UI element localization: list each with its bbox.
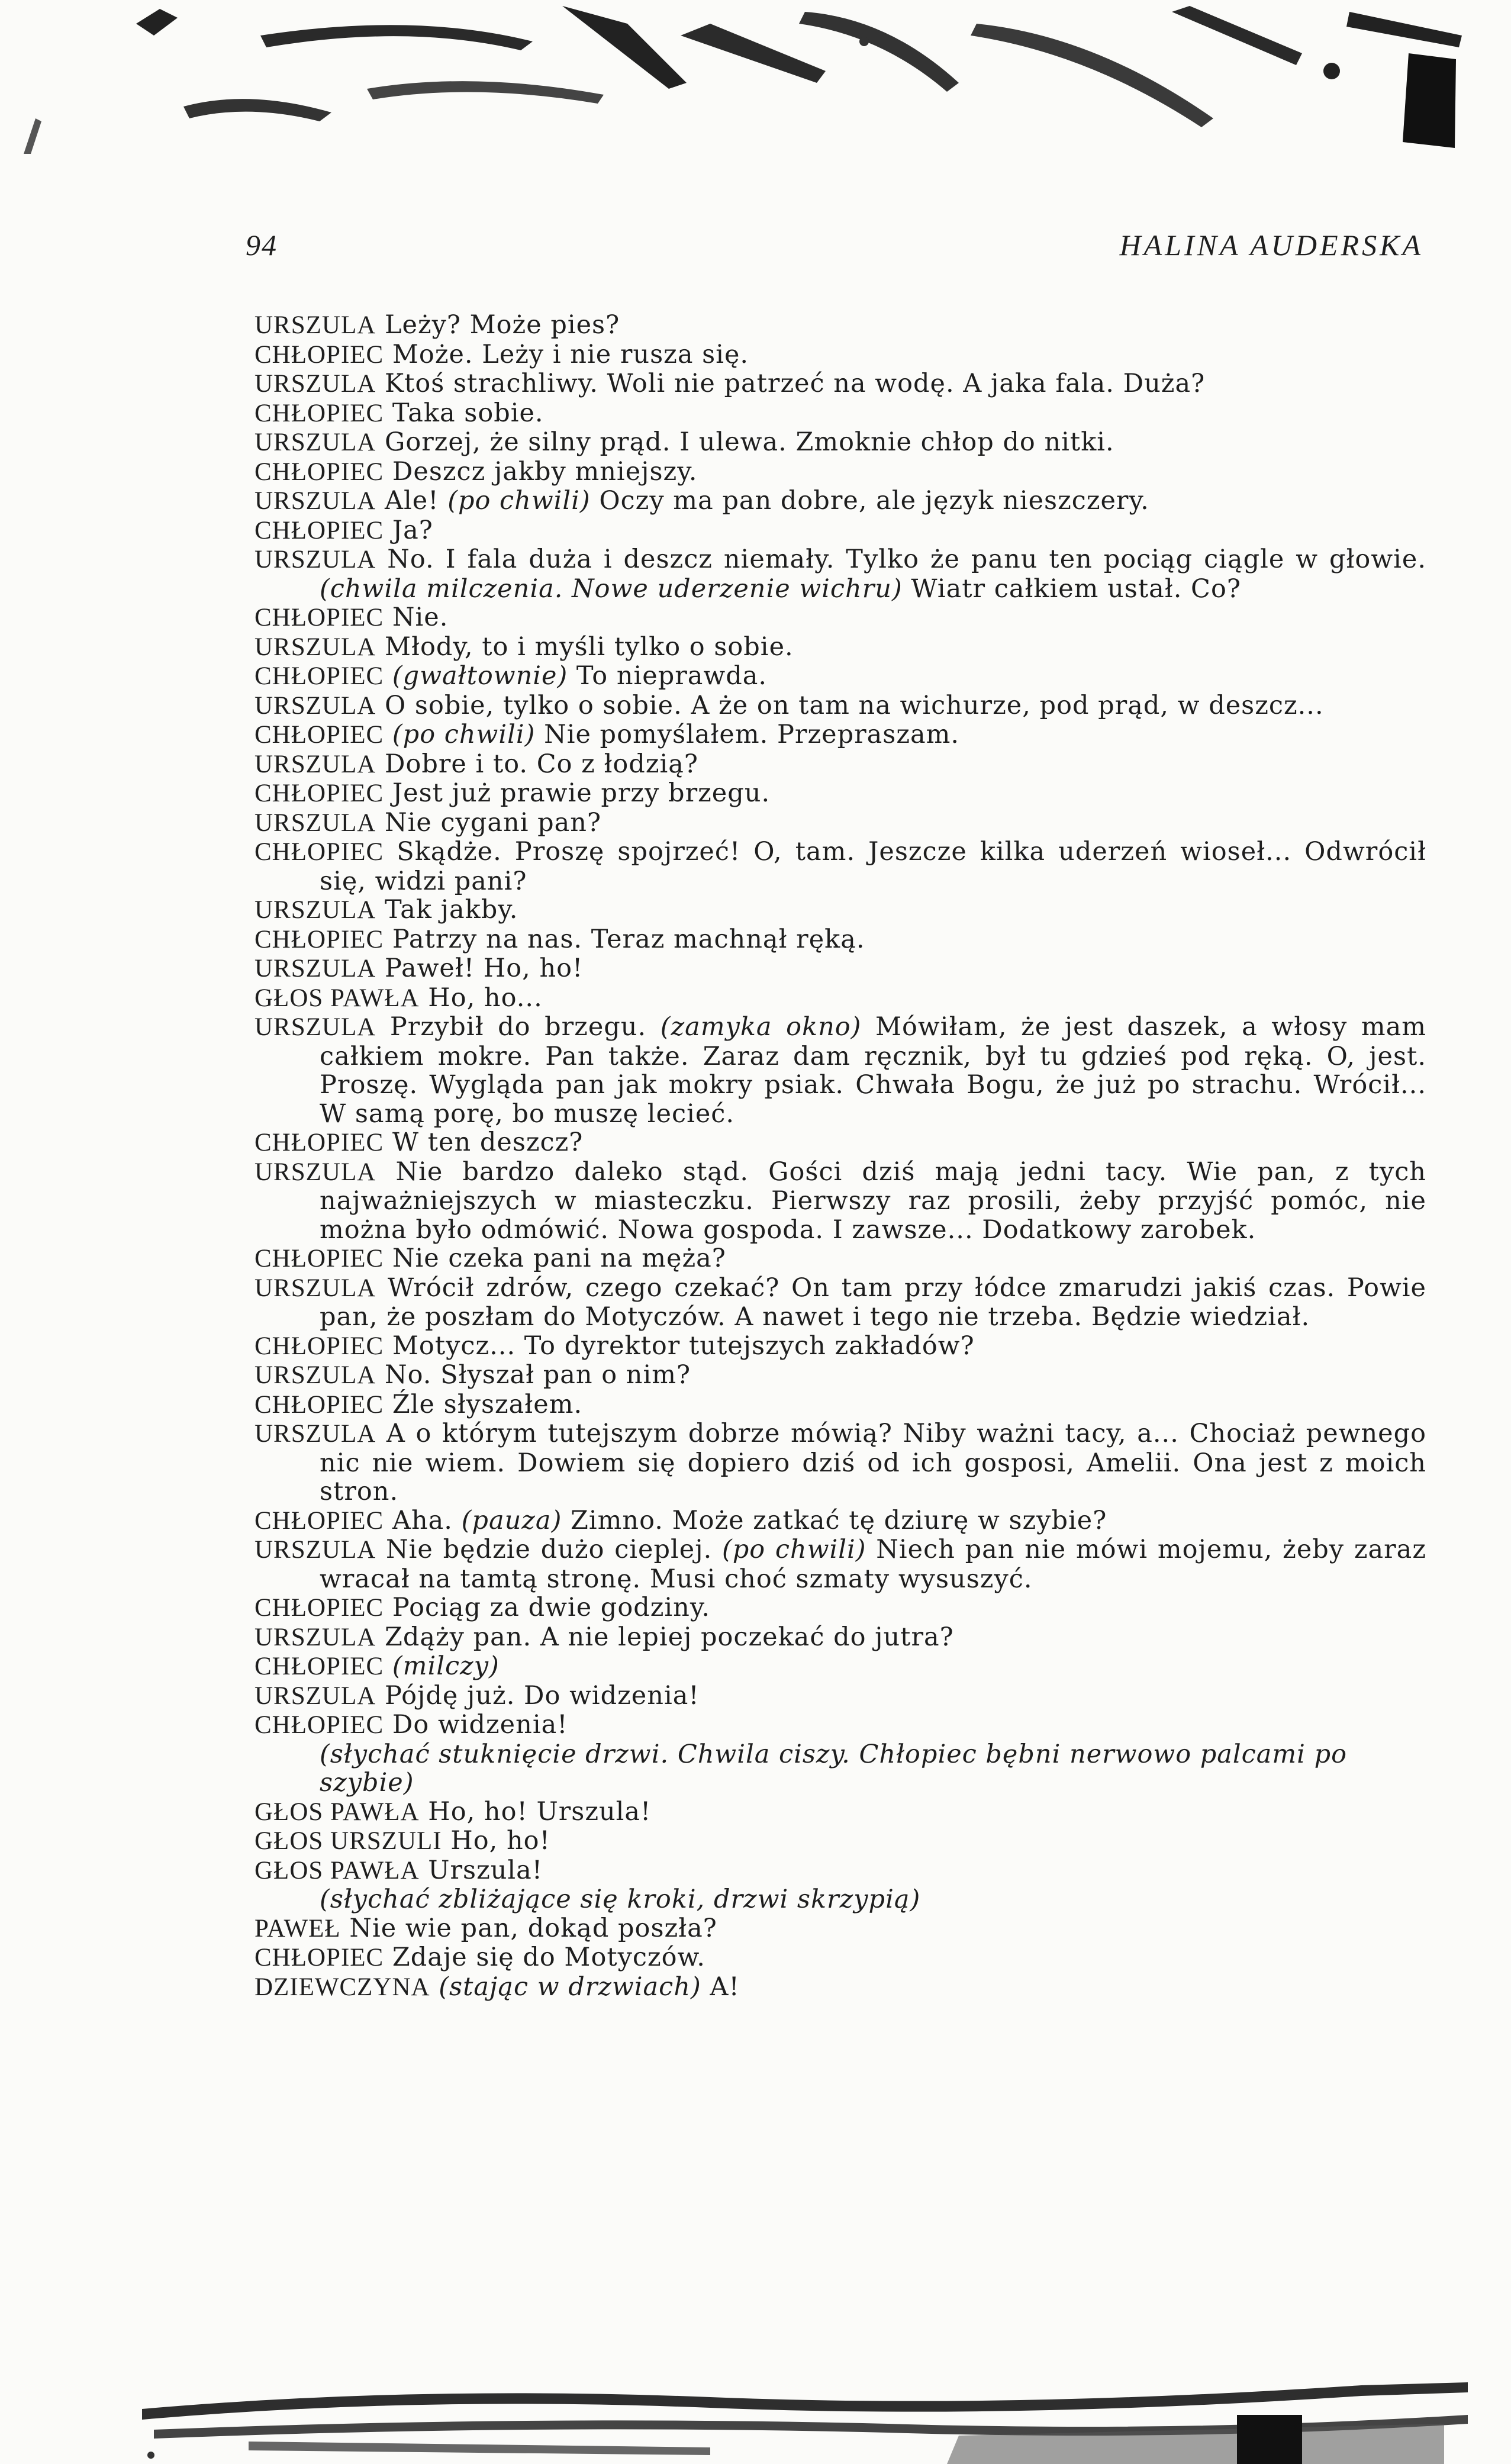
dialogue-line <box>254 809 1426 838</box>
line-text-continued: Niech pan nie mówi mojemu, żeby zaraz wracał na tamtą stronę. Musi choć szmaty wysuszyć. <box>320 1535 1426 1594</box>
page-header <box>246 228 1423 275</box>
line-text: Skądże. Proszę spojrzeć! O, tam. Jeszcze kilka uderzeń wioseł... Odwrócił się, widzi pani? <box>320 837 1426 896</box>
line-text: Nie będzie dużo cieplej. <box>386 1535 713 1564</box>
dialogue-line <box>254 925 1426 955</box>
dialogue-line <box>254 984 1426 1013</box>
dialogue-line <box>254 603 1426 633</box>
dialogue-line <box>254 1390 1426 1420</box>
speaker-name: URSZULA <box>254 1361 376 1389</box>
line-text: Przybił do brzegu. <box>389 1012 647 1042</box>
dialogue-line <box>254 779 1426 809</box>
speaker-name: URSZULA <box>254 1623 376 1651</box>
line-text: Tak jakby. <box>384 895 518 925</box>
line-text: Nie bardzo daleko stąd. Gości dziś mają jedni tacy. Wie pan, z tych najważniejszych w miasteczku. Pierwszy raz prosili, żeby przyjść pomóc, nie można było odmówić. Nowa gospoda. I zawsze... Dodatkowy zarobek. <box>320 1157 1426 1245</box>
dialogue-line <box>254 1798 1426 1827</box>
dialogue-line <box>254 516 1426 546</box>
speaker-name: URSZULA <box>254 487 376 515</box>
dialogue-line <box>254 954 1426 984</box>
line-text: No. I fala duża i deszcz niemały. Tylko że panu ten pociąg ciągle w głowie. <box>387 545 1426 574</box>
dialogue-line <box>254 428 1426 458</box>
speaker-name: CHŁOPIEC <box>254 458 384 486</box>
speaker-name: CHŁOPIEC <box>254 1129 384 1157</box>
line-text: Nie cygani pan? <box>384 807 602 838</box>
scan-damage-top <box>0 0 1511 154</box>
line-text: Źle słyszałem. <box>392 1389 583 1419</box>
speaker-name: URSZULA <box>254 1274 376 1302</box>
speaker-name: URSZULA <box>254 809 376 837</box>
speaker-name: CHŁOPIEC <box>254 1594 384 1622</box>
speaker-name: CHŁOPIEC <box>254 721 384 749</box>
dialogue-line <box>254 545 1426 603</box>
line-text-continued: Mówiłam, że jest daszek, a włosy mam całkiem mokre. Pan także. Zaraz dam ręcznik, był tu gdzieś pod ręką. O, jest. Proszę. Wygląda pan jak mokry psiak. Chwała Bogu, że już po strachu. Wrócił... W samą porę, bo muszę lecieć. <box>320 1012 1427 1129</box>
line-text: Do widzenia! <box>392 1710 568 1740</box>
scan-damage-bottom <box>0 2320 1511 2464</box>
dialogue-line <box>254 340 1426 370</box>
dialogue-line <box>254 1856 1426 1886</box>
dialogue-line <box>254 311 1426 340</box>
dialogue-line <box>254 1013 1426 1128</box>
speaker-name: CHŁOPIEC <box>254 604 384 632</box>
dialogue-line <box>254 1419 1426 1506</box>
inline-stage-direction: (po chwili) <box>447 486 591 516</box>
dialogue-line <box>254 1943 1426 1973</box>
speaker-name: CHŁOPIEC <box>254 1944 384 1972</box>
speaker-name: GŁOS PAWŁA <box>254 1856 420 1885</box>
line-text: Ja? <box>392 515 433 545</box>
dialogue-line <box>254 720 1426 750</box>
speaker-name: URSZULA <box>254 750 376 778</box>
speaker-name: URSZULA <box>254 546 376 574</box>
dialogue-line <box>254 691 1426 721</box>
speaker-name: CHŁOPIEC <box>254 925 384 954</box>
inline-stage-direction: (zamyka okno) <box>660 1012 862 1042</box>
speaker-name: URSZULA <box>254 633 376 661</box>
dialogue-line <box>254 487 1426 516</box>
dialogue-line <box>254 1332 1426 1361</box>
dialogue-line <box>254 1361 1426 1390</box>
stage-direction: (słychać zbliżające się kroki, drzwi skrzypią) <box>320 1885 921 1914</box>
line-text: Nie czeka pani na męża? <box>392 1244 726 1273</box>
dialogue-line <box>254 896 1426 925</box>
dialogue-line <box>254 1914 1426 1944</box>
dialogue-line <box>254 399 1426 429</box>
line-text: Nie. <box>392 603 449 632</box>
line-text: Nie wie pan, dokąd poszła? <box>349 1913 717 1943</box>
line-text: Deszcz jakby mniejszy. <box>392 456 698 487</box>
dialogue-line <box>254 662 1426 691</box>
speaker-name: GŁOS PAWŁA <box>254 984 420 1012</box>
dialogue-line <box>254 1593 1426 1623</box>
line-text: A o którym tutejszym dobrze mówią? Niby ważni tacy, a... Chociaż pewnego nic nie wiem. Dowiem się dopiero dziś od ich gosposi, Amelii. Ona jest z moich stron. <box>320 1419 1427 1506</box>
speaker-name: URSZULA <box>254 691 376 720</box>
line-text: Zdaje się do Motyczów. <box>392 1943 705 1972</box>
dialogue-line <box>254 838 1426 896</box>
speaker-name: PAWEŁ <box>254 1914 341 1943</box>
speaker-name: URSZULA <box>254 370 376 398</box>
speaker-name: DZIEWCZYNA <box>254 1973 430 2001</box>
line-text: W ten deszcz? <box>392 1128 584 1157</box>
dialogue-line <box>254 1158 1426 1245</box>
dialogue-line <box>254 1623 1426 1653</box>
line-text: Pójdę już. Do widzenia! <box>384 1680 700 1711</box>
speaker-name: URSZULA <box>254 1682 376 1710</box>
dialogue-line <box>254 1244 1426 1274</box>
line-text-continued: A! <box>710 1972 740 2002</box>
line-text: Ktoś strachliwy. Woli nie patrzeć na wodę. A jaka fala. Duża? <box>384 369 1206 398</box>
dialogue-line <box>254 1652 1426 1682</box>
speaker-name: CHŁOPIEC <box>254 1245 384 1273</box>
inline-stage-direction: (milczy) <box>392 1651 500 1681</box>
dialogue-line <box>254 750 1426 780</box>
speaker-name: GŁOS PAWŁA <box>254 1798 420 1826</box>
inline-stage-direction: (gwałtownie) <box>392 661 568 691</box>
line-text: Może. Leży i nie rusza się. <box>392 339 749 369</box>
speaker-name: CHŁOPIEC <box>254 516 384 545</box>
dialogue-line <box>254 458 1426 487</box>
dialogue-line <box>254 1535 1426 1593</box>
line-text: Zdąży pan. A nie lepiej poczekać do jutra? <box>384 1622 954 1652</box>
dialogue-line <box>254 1827 1426 1856</box>
line-text: Ho, ho! <box>450 1826 550 1856</box>
speaker-name: CHŁOPIEC <box>254 1506 384 1535</box>
dialogue-line <box>254 1274 1426 1332</box>
speaker-name: CHŁOPIEC <box>254 780 384 807</box>
line-text: Taka sobie. <box>392 398 544 428</box>
line-text: O sobie, tylko o sobie. A że on tam na wichurze, pod prąd, w deszcz... <box>384 690 1324 720</box>
line-text: Dobre i to. Co z łodzią? <box>384 749 698 779</box>
dialogue-line <box>254 1973 1426 2002</box>
line-text: Młody, to i myśli tylko o sobie. <box>384 632 794 662</box>
line-text: Aha. <box>392 1505 453 1535</box>
speaker-name: CHŁOPIEC <box>254 340 384 369</box>
inline-stage-direction: (chwila milczenia. Nowe uderzenie wichru) <box>320 574 903 604</box>
line-text: Urszula! <box>428 1855 543 1885</box>
stage-direction: (słychać stuknięcie drzwi. Chwila ciszy. Chłopiec bębni nerwowo palcami po szybie) <box>320 1739 1348 1798</box>
speaker-name: URSZULA <box>254 1158 376 1186</box>
line-text: Jest już prawie przy brzegu. <box>392 778 771 808</box>
speaker-name: GŁOS URSZULI <box>254 1827 442 1855</box>
dialogue-line <box>254 1682 1426 1711</box>
dialogue-line <box>254 633 1426 662</box>
speaker-name: CHŁOPIEC <box>254 1332 384 1360</box>
line-text: Ale! <box>384 486 439 516</box>
line-text: Paweł! Ho, ho! <box>384 954 584 983</box>
line-text: Ho, ho... <box>428 983 543 1013</box>
line-text: Wrócił zdrów, czego czekać? On tam przy łódce zmarudzi jakiś czas. Powie pan, że poszłam do Motyczów. A nawet i tego nie trzeba. Będzie wiedział. <box>320 1273 1426 1332</box>
inline-stage-direction: (pauza) <box>461 1505 562 1535</box>
inline-stage-direction: (po chwili) <box>392 720 536 749</box>
line-text-continued: Wiatr całkiem ustał. Co? <box>911 574 1241 604</box>
dialogue-line <box>254 1506 1426 1536</box>
line-text-continued: Nie pomyślałem. Przepraszam. <box>544 720 960 749</box>
line-text: Pociąg za dwie godziny. <box>392 1593 711 1622</box>
dialogue-line <box>254 1711 1426 1740</box>
speaker-name: URSZULA <box>254 896 376 924</box>
line-text: Patrzy na nas. Teraz machnął ręką. <box>392 924 865 954</box>
speaker-name: CHŁOPIEC <box>254 1390 384 1419</box>
speaker-name: URSZULA <box>254 1013 376 1041</box>
line-text: Ho, ho! Urszula! <box>428 1796 652 1827</box>
line-text-continued: Zimno. Może zatkać tę dziurę w szybie? <box>571 1505 1107 1535</box>
line-text-continued: To nieprawda. <box>576 661 768 691</box>
play-dialogue <box>254 311 1426 2002</box>
speaker-name: URSZULA <box>254 311 376 339</box>
inline-stage-direction: (stając w drzwiach) <box>439 1972 701 2002</box>
inline-stage-direction: (po chwili) <box>721 1535 866 1564</box>
speaker-name: URSZULA <box>254 1536 376 1564</box>
line-text: Leży? Może pies? <box>384 310 620 340</box>
line-text: No. Słyszał pan o nim? <box>384 1360 691 1390</box>
running-head-author: HALINA AUDERSKA <box>1119 228 1423 262</box>
dialogue-line <box>254 1128 1426 1158</box>
line-text-continued: Oczy ma pan dobre, ale język nieszczery. <box>599 486 1149 516</box>
speaker-name: URSZULA <box>254 1420 376 1448</box>
speaker-name: CHŁOPIEC <box>254 662 384 690</box>
speaker-name: CHŁOPIEC <box>254 1653 384 1680</box>
dialogue-line <box>254 369 1426 399</box>
speaker-name: URSZULA <box>254 429 376 456</box>
speaker-name: CHŁOPIEC <box>254 399 384 427</box>
speaker-name: CHŁOPIEC <box>254 1711 384 1739</box>
speaker-name: CHŁOPIEC <box>254 838 384 866</box>
page-number: 94 <box>246 228 278 262</box>
line-text: Motycz... To dyrektor tutejszych zakładów? <box>392 1331 975 1361</box>
line-text: Gorzej, że silny prąd. I ulewa. Zmoknie chłop do nitki. <box>384 427 1114 457</box>
speaker-name: URSZULA <box>254 955 376 983</box>
